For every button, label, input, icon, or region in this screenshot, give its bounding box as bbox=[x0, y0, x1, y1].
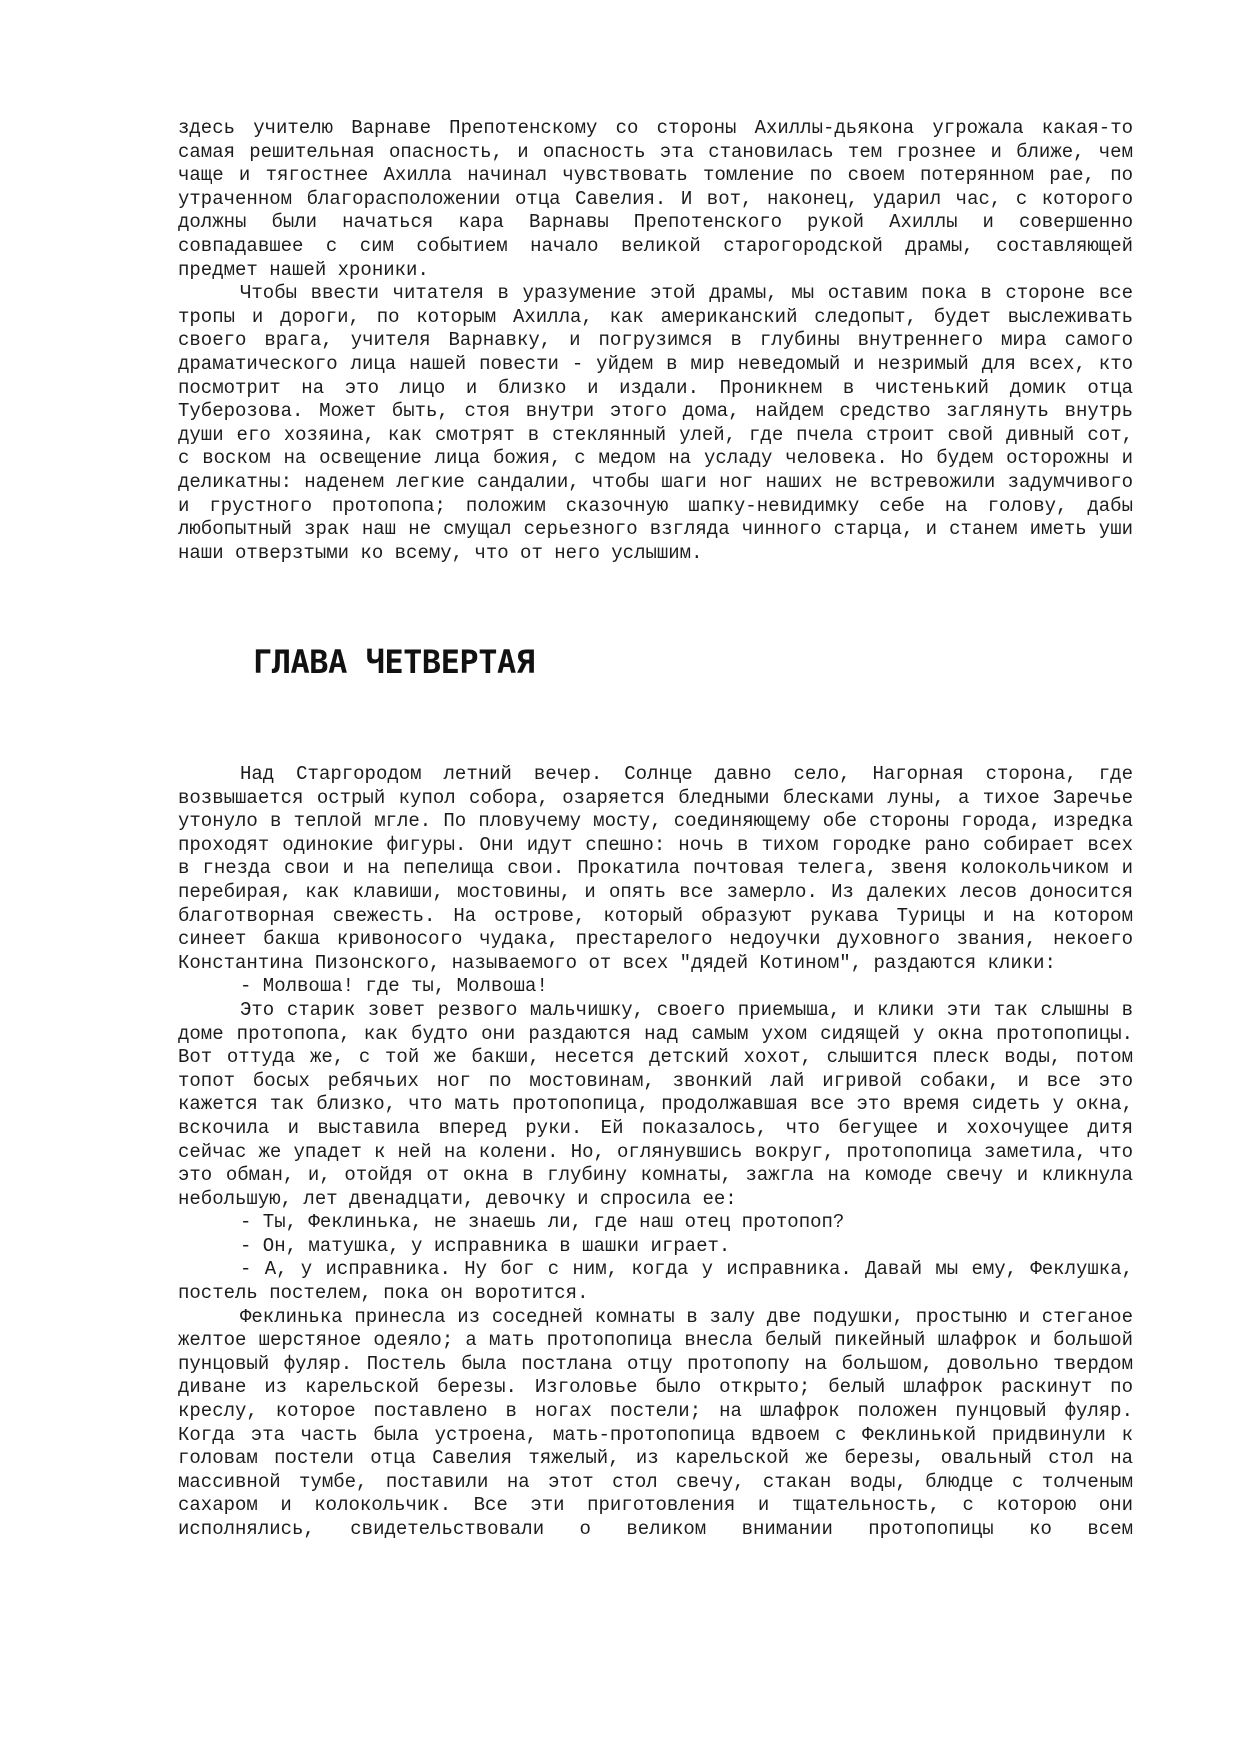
paragraph-last: Феклинька принесла из соседней комнаты в залу две подушки, простыню и стеганое желтое шерстяное одеяло; а мать протопопица внесла белый пикейный шлафрок и большой пунцовый фуляр. Постель была постлана отцу протопопу на большом, довольно твердом диване из карельской березы. Изголовье было открыто; белый шлафрок раскинут по креслу, которое поставлено в ногах постели; на шлафрок положен пунцовый фуляр. Когда эта часть была устроена, мать-протопопица вдвоем с Феклинькой придвинули к головам постели отца Савелия тяжелый, из карельской же березы, овальный стол на массивной тумбе, поставили на этот стол свечу, стакан воды, блюдце с толченым сахаром и колокольчик. Все эти приготовления и тщательность, с которою они исполнялись, свидетельствовали о великом внимании протопопицы ко всем bbox=[178, 1305, 1133, 1540]
paragraph: Чтобы ввести читателя в уразумение этой драмы, мы оставим пока в стороне все тропы и дороги, по которым Ахилла, как американский следопыт, будет выслеживать своего врага, учителя Варнавку, и погрузимся в глубины внутреннего мира самого драматического лица нашей повести - уйдем в мир неведомый и незримый для всех, кто посмотрит на это лицо и близко и издали. Проникнем в чистенький домик отца Туберозова. Может быть, стоя внутри этого дома, найдем средство заглянуть внутрь души его хозяина, как смотрят в стеклянный улей, где пчела строит свой дивный сот, с воском на освещение лица божия, с медом на усладу человека. Но будем осторожны и деликатны: наденем легкие сандалии, чтобы шаги ног наших не встревожили задумчивого и грустного протопопа; положим сказочную шапку-невидимку себе на голову, дабы любопытный зрак наш не смущал серьезного взгляда чинного старца, и станем иметь уши наши отверзтыми ко всему, что от него услышим. bbox=[178, 282, 1133, 564]
top-text-block bbox=[178, 117, 1133, 565]
dialogue-line: - Молвоша! где ты, Молвоша! bbox=[240, 975, 548, 998]
dialogue-line: - Он, матушка, у исправника в шашки играет. bbox=[240, 1234, 731, 1257]
paragraph-continuation: здесь учителю Варнаве Препотенскому со стороны Ахиллы-дьякона угрожала какая-то самая решительная опасность, и опасность эта становилась тем грознее и ближе, чем чаще и тягостнее Ахилла начинал чувствовать томление по своем потерянном рае, по утраченном благорасположении отца Савелия. И вот, наконец, ударил час, с которого должны были начаться кара Варнавы Препотенского рукой Ахиллы и совершенно совпадавшее с сим событием начало великой старогородской драмы, составляющей предмет нашей хроники. bbox=[178, 117, 1133, 281]
paragraph: Это старик зовет резвого мальчишку, своего приемыша, и клики эти так слышны в доме протопопа, как будто они раздаются над самым ухом сидящей у окна протопопицы. Вот оттуда же, с той же бакши, несется детский хохот, слышится плеск воды, потом топот босых ребячьих ног по мостовинам, звонкий лай игривой собаки, и все это кажется так близко, что мать протопопица, продолжавшая все это время сидеть у окна, вскочила и выставила вперед руки. Ей показалось, что бегущее и хохочущее дитя сейчас же упадет к ней на колени. Но, оглянувшись вокруг, протопопица заметила, что это обман, и, отойдя от окна в глубину комнаты, зажгла на комоде свечу и кликнула небольшую, лет двенадцати, девочку и спросила ее: bbox=[178, 998, 1133, 1210]
bottom-text-block bbox=[178, 763, 1133, 1542]
dialogue-line: - Ты, Феклинька, не знаешь ли, где наш отец протопоп? bbox=[240, 1211, 845, 1234]
chapter-title: ГЛАВА ЧЕТВЕРТАЯ bbox=[253, 643, 535, 681]
dialogue-line: - А, у исправника. Ну бог с ним, когда у исправника. Давай мы ему, Феклушка, постель постелем, пока он воротится. bbox=[178, 1258, 1133, 1305]
paragraph: Над Старгородом летний вечер. Солнце давно село, Нагорная сторона, где возвышается острый купол собора, озаряется бледными блесками луны, а тихое Заречье утонуло в теплой мгле. По пловучему мосту, соединяющему обе стороны города, изредка проходят одинокие фигуры. Они идут спешно: ночь в тихом городке рано собирает всех в гнезда свои и на пепелища свои. Прокатила почтовая телега, звеня колокольчиком и перебирая, как клавиши, мостовины, и опять все замерло. Из далеких лесов доносится благотворная свежесть. На острове, который образуют рукава Турицы и на котором синеет бакша кривоносого чудака, престарелого недоучки духовного звания, некоего Константина Пизонского, называемого от всех "дядей Котином", раздаются клики: bbox=[178, 763, 1133, 974]
